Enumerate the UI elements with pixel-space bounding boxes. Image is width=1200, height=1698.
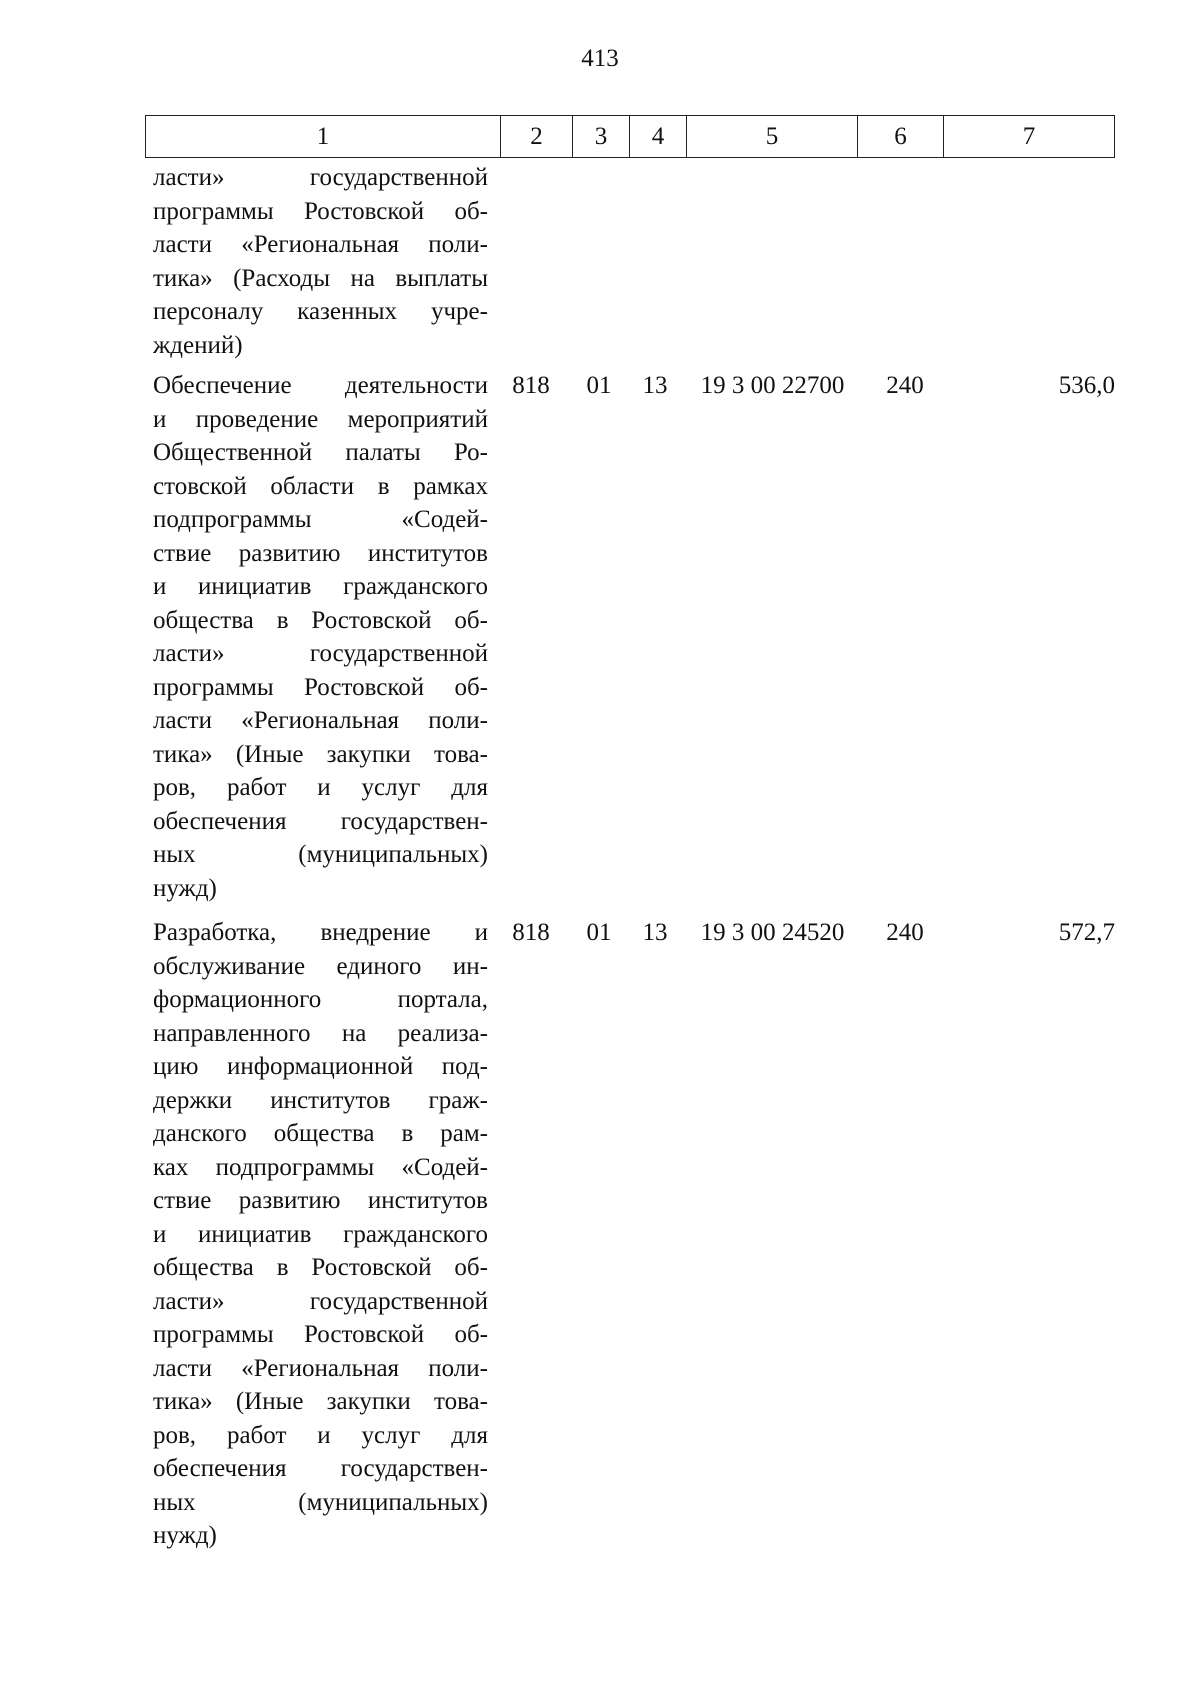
description-line: подпрограммы «Содей- (153, 506, 488, 533)
description-line: направленного на реализа- (153, 1019, 488, 1047)
description-line: ствие развитию институтов (153, 539, 488, 567)
description-line: и инициатив гражданского (153, 573, 488, 600)
col-2-value: 818 (512, 919, 550, 946)
description-line: Обеспечение деятельности (153, 372, 488, 399)
description-line: ных (муниципальных) (153, 1488, 488, 1516)
description-line: Общественной палаты Ро- (153, 439, 488, 466)
description-line: обеспечения государствен- (153, 807, 488, 835)
col-7-value: 536,0 (1058, 372, 1115, 399)
description-line: ных (муниципальных) (153, 841, 488, 868)
description-line: ласти «Региональная поли- (153, 231, 488, 258)
description-line: ствие развитию институтов (153, 1187, 488, 1214)
column-header-1: 1 (146, 116, 501, 158)
description-line: обслуживание единого ин- (153, 952, 488, 980)
row-description (153, 161, 488, 362)
description-line: ласти» государственной (153, 1287, 488, 1315)
col-4-value: 13 (642, 372, 668, 399)
col-5-value: 19 3 00 22700 (700, 372, 845, 399)
description-line: тика» (Иные закупки това- (153, 740, 488, 768)
row-description (153, 916, 488, 1553)
row-description (153, 369, 488, 905)
description-line: нужд) (153, 874, 217, 902)
description-line: тика» (Расходы на выплаты (153, 264, 488, 292)
description-line: нужд) (153, 1522, 217, 1549)
column-header-2: 2 (501, 116, 573, 158)
description-line: держки институтов граж- (153, 1086, 488, 1114)
description-line: общества в Ростовской об- (153, 606, 488, 634)
description-line: обеспечения государствен- (153, 1455, 488, 1482)
description-line: программы Ростовской об- (153, 1321, 488, 1348)
column-header-row (146, 116, 1115, 158)
description-line: ласти» государственной (153, 164, 488, 191)
description-line: персоналу казенных учре- (153, 298, 488, 325)
col-4-value: 13 (642, 919, 668, 946)
description-line: ласти «Региональная поли- (153, 707, 488, 734)
column-header-3: 3 (573, 116, 630, 158)
description-line: ласти «Региональная поли- (153, 1354, 488, 1382)
column-header-4: 4 (630, 116, 687, 158)
description-line: стовской области в рамках (153, 472, 488, 500)
description-line: программы Ростовской об- (153, 197, 488, 225)
description-line: ров, работ и услуг для (153, 774, 488, 801)
col-6-value: 240 (886, 919, 924, 946)
column-header-5: 5 (687, 116, 858, 158)
col-7-value: 572,7 (1058, 919, 1115, 946)
description-line: ках подпрограммы «Содей- (153, 1153, 488, 1181)
description-line: цию информационной под- (153, 1053, 488, 1080)
column-header-table (145, 115, 1115, 158)
description-line: ждений) (153, 331, 243, 359)
description-line: и проведение мероприятий (153, 405, 488, 433)
description-line: Разработка, внедрение и (153, 919, 488, 946)
col-3-value: 01 (586, 919, 612, 946)
description-line: ласти» государственной (153, 640, 488, 667)
col-6-value: 240 (886, 372, 924, 399)
description-line: программы Ростовской об- (153, 673, 488, 701)
description-line: тика» (Иные закупки това- (153, 1388, 488, 1415)
col-3-value: 01 (586, 372, 612, 399)
description-line: и инициатив гражданского (153, 1220, 488, 1248)
column-header-6: 6 (858, 116, 944, 158)
column-header-7: 7 (944, 116, 1115, 158)
description-line: формационного портала, (153, 986, 488, 1013)
col-5-value: 19 3 00 24520 (700, 919, 845, 946)
description-line: данского общества в рам- (153, 1120, 488, 1147)
description-line: общества в Ростовской об- (153, 1254, 488, 1281)
page-number: 413 (581, 45, 619, 72)
col-2-value: 818 (512, 372, 550, 399)
description-line: ров, работ и услуг для (153, 1421, 488, 1449)
